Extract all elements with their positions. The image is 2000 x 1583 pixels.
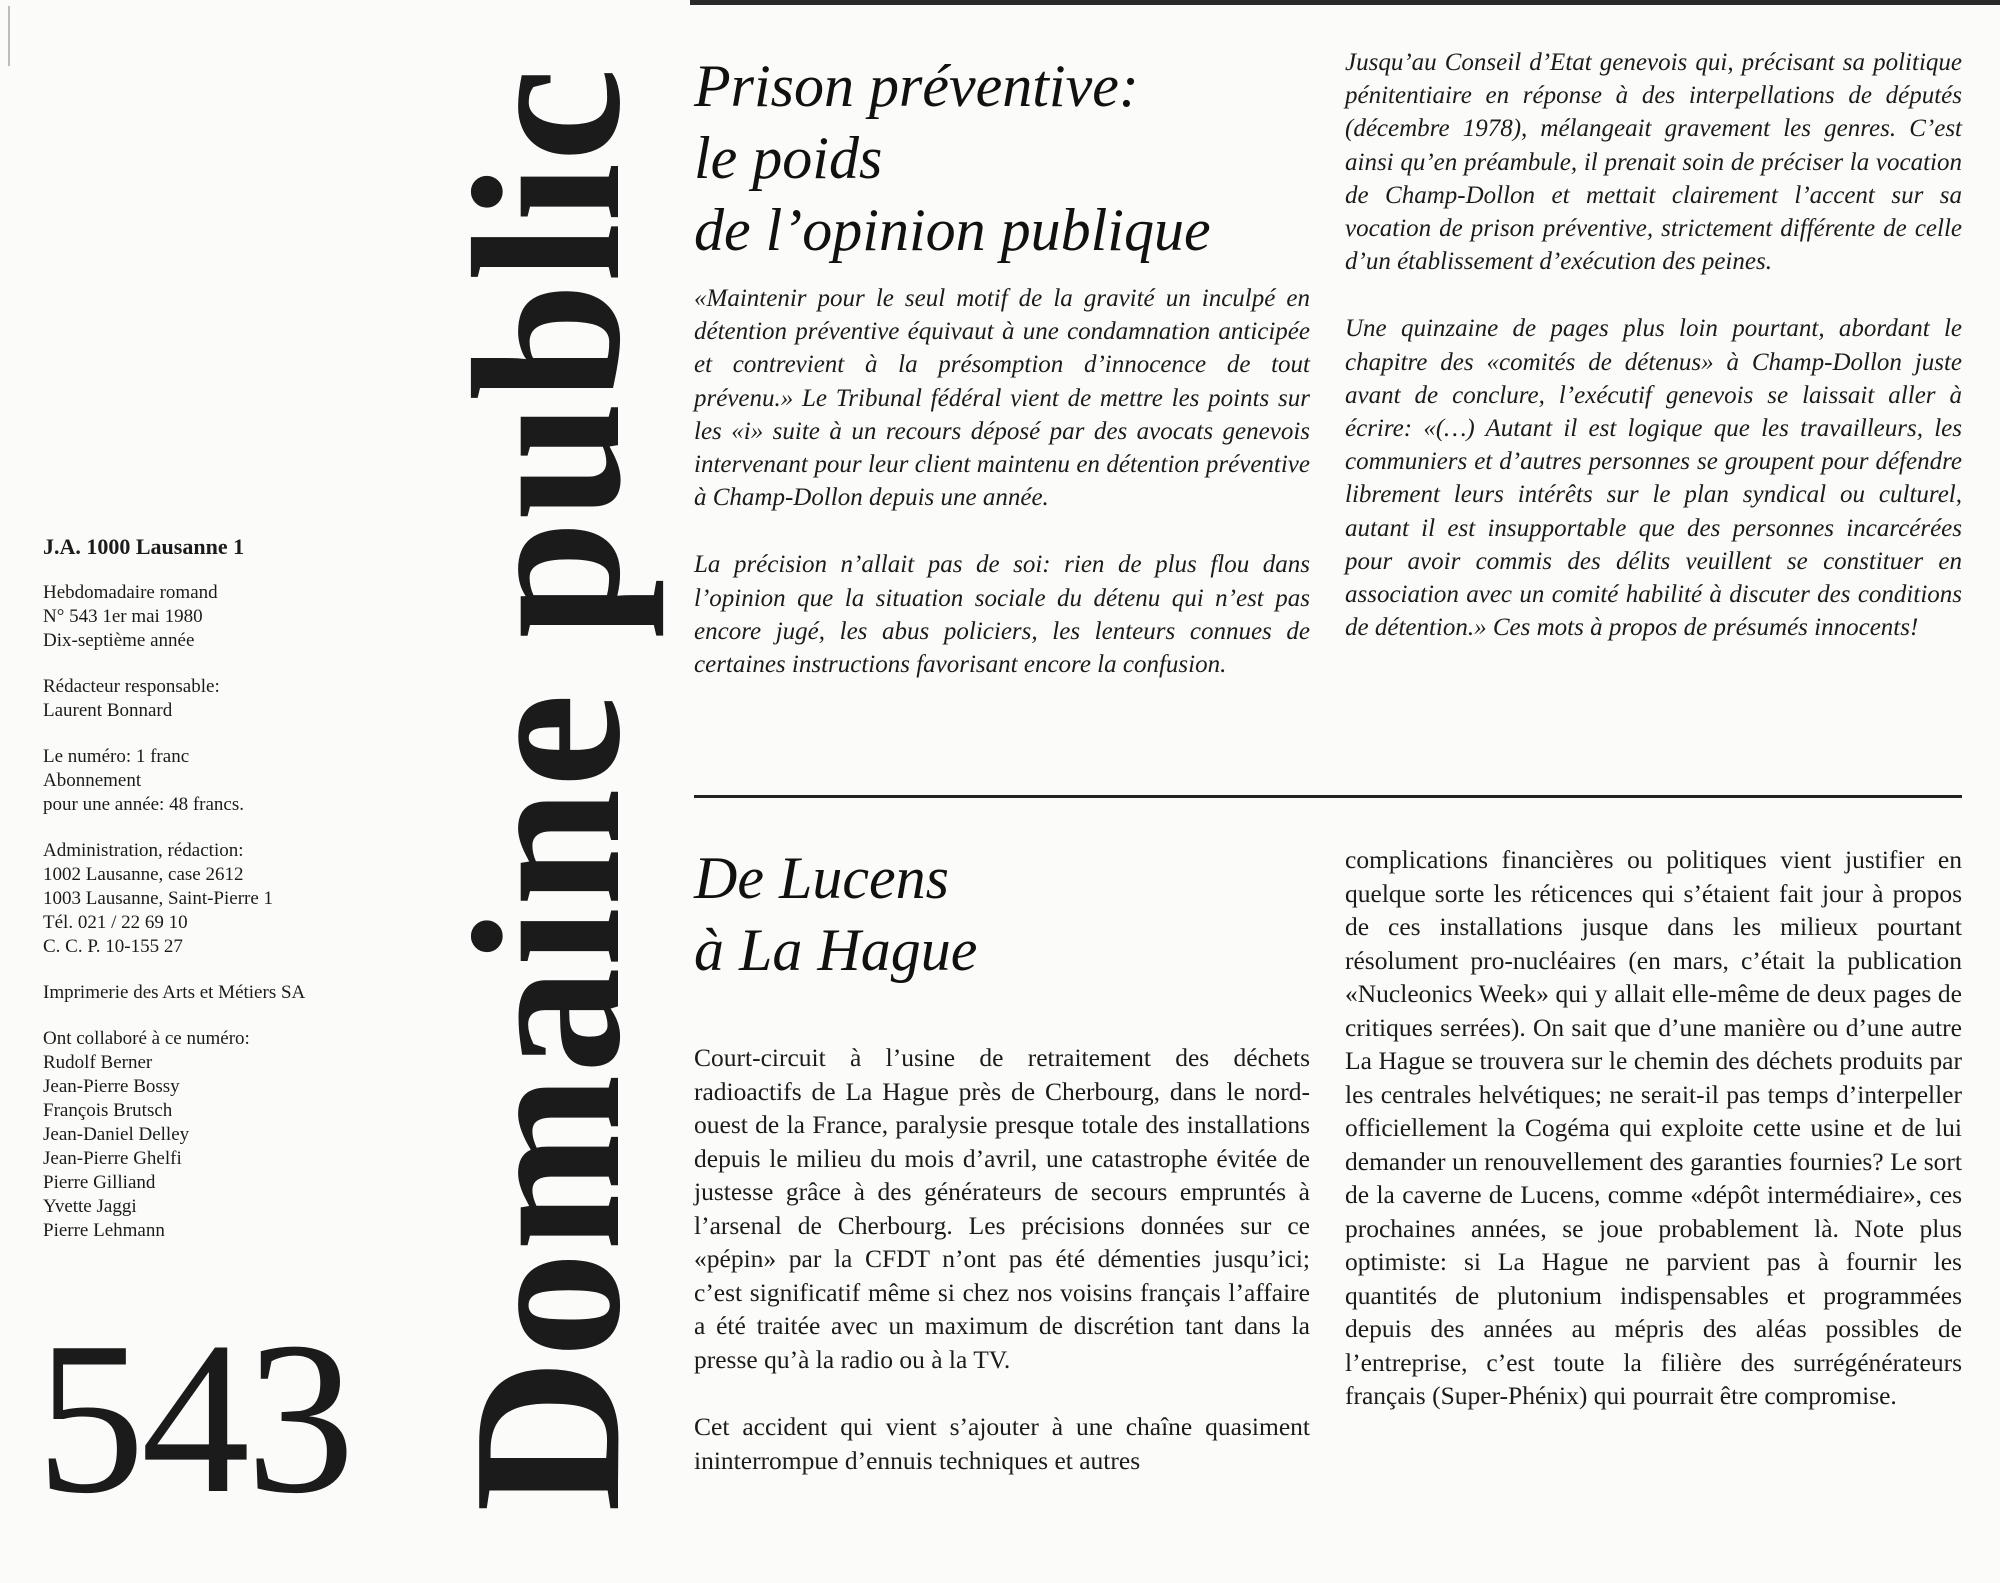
issue-line: N° 543 1er mai 1980 — [43, 606, 203, 627]
masthead-title: Domaine public — [429, 66, 664, 1512]
headline-line: à La Hague — [694, 917, 978, 983]
postal-code-line: J.A. 1000 Lausanne 1 — [43, 534, 245, 559]
contributor: Jean-Pierre Bossy — [43, 1076, 180, 1097]
issue-number: 543 — [36, 1298, 351, 1539]
article-paragraph: Jusqu’au Conseil d’Etat genevois qui, précisant sa politique pénitentiaire en réponse à des interpellations de députés (décembre 1978), mélangeait gravement les genres. C’est ainsi qu’en préambule, il prenait soin de préciser la vocation de Champ-Dollon et mettait clairement l’accent sur sa vocation de prison préventive, strictement différente de celle d’un établissement d’exécution des peines. — [1345, 49, 1962, 276]
price-info — [43, 745, 373, 817]
article1-column-2 — [1345, 46, 1962, 678]
editor-label: Rédacteur responsable: — [43, 676, 220, 697]
printer-line: Imprimerie des Arts et Métiers SA — [43, 982, 306, 1003]
editor-name: Laurent Bonnard — [43, 700, 173, 721]
contributor: Jean-Daniel Delley — [43, 1124, 190, 1145]
subscription-price: pour une année: 48 francs. — [43, 794, 245, 815]
headline-line: le poids — [694, 125, 883, 191]
article-paragraph: «Maintenir pour le seul motif de la gravité un inculpé en détention préventive équivaut à une condamnation anticipée et contrevient à la présomption d’innocence de tout prévenu.» Le Tribunal fédéral vient de mettre les points sur les «i» suite à un recours déposé par des avocats genevois intervenant pour leur client maintenu en détention préventive à Champ-Dollon depuis une année. — [694, 285, 1310, 512]
headline-line: Prison préventive: — [694, 53, 1139, 119]
headline-line: de l’opinion publique — [694, 197, 1211, 263]
article-paragraph: Cet accident qui vient s’ajouter à une chaîne quasiment ininterrompue d’ennuis techniques et autres — [694, 1412, 1310, 1475]
contributor: François Brutsch — [43, 1100, 173, 1121]
admin-address-2: 1003 Lausanne, Saint-Pierre 1 — [43, 888, 274, 909]
margin-mark — [8, 6, 10, 66]
imprint-box — [43, 535, 373, 1265]
article-paragraph: complications financières ou politiques vient justifier en quelque sorte les réticences qui s’étaient fait jour à propos de ces installations jusque dans les milieux pourtant résolument pro-nucléaires (en mars, c’était la publication «Nucleonics Week» qui y allait elle-même de deux pages de critiques serrées). On sait que d’une manière ou d’une autre La Hague se trouvera sur le chemin des déchets produits par les centrales helvétiques; ne serait-il pas temps d’interpeller officiellement la Cogéma qui exploite cette usine et de lui demander un renouvellement des garanties fournies? Le sort de la caverne de Lucens, comme «dépôt intermédiaire», ces prochaines années, se joue probablement là. Note plus optimiste: si La Hague ne parvient pas à fournir les quantités de plutonium indispensables et programmées depuis des années au mépris des aléas possibles de l’entreprise, c’est toute la filière des surrégénérateurs français (Super-Phénix) qui pourrait être compromise. — [1345, 845, 1962, 1410]
contributors-info — [43, 1027, 373, 1243]
article-paragraph: Une quinzaine de pages plus loin pourtant, abordant le chapitre des «comités de détenus» à Champ-Dollon juste avant de conclure, l’exécutif genevois se laissait aller à écrire: «(…) Autant il est logique que les travailleurs, les communiers et d’autres personnes se groupent pour défendre librement leurs intérêts sur le plan syndical ou culturel, autant il est insupportable que des personnes incarcérées pour avoir commis des délits veuillent se constituer en association avec un comité habilité à discuter des conditions de détention.» Ces mots à propos de présumés innocents! — [1345, 315, 1962, 642]
subscription-label: Abonnement — [43, 770, 142, 791]
ccp-line: C. C. P. 10-155 27 — [43, 936, 183, 957]
article-divider — [694, 795, 1962, 798]
contributor: Pierre Gilliand — [43, 1172, 156, 1193]
article1-column-1 — [694, 282, 1310, 715]
article1-headline — [694, 50, 1211, 266]
admin-info — [43, 839, 373, 959]
article2-column-2 — [1345, 843, 1962, 1447]
contributors-label: Ont collaboré à ce numéro: — [43, 1028, 250, 1049]
article-paragraph: Court-circuit à l’usine de retraitement des déchets radioactifs de La Hague près de Cherbourg, dans le nord-ouest de la France, paralysie presque totale des installations depuis le milieu du mois d’avril, une catastrophe évitée de justesse grâce à des générateurs de secours empruntés à l’arsenal de Cherbourg. Les précisions données sur ce «pépin» par la CFDT n’ont pas été démenties jusqu’ici; c’est significatif même si chez nos voisins français l’affaire a été traitée avec un maximum de discrétion tant dans la presse qu’à la radio ou à la TV. — [694, 1043, 1310, 1374]
top-rule — [690, 0, 2000, 5]
weekly-label: Hebdomadaire romand — [43, 582, 218, 603]
article2-headline — [694, 842, 977, 986]
contributor: Jean-Pierre Ghelfi — [43, 1148, 182, 1169]
price-line: Le numéro: 1 franc — [43, 746, 190, 767]
contributor: Pierre Lehmann — [43, 1220, 165, 1241]
article2-column-1 — [694, 1041, 1310, 1511]
editor-info — [43, 675, 373, 723]
year-line: Dix-septième année — [43, 630, 195, 651]
admin-address-1: 1002 Lausanne, case 2612 — [43, 864, 244, 885]
phone-line: Tél. 021 / 22 69 10 — [43, 912, 188, 933]
contributor: Yvette Jaggi — [43, 1196, 137, 1217]
article-paragraph: La précision n’allait pas de soi: rien de plus flou dans l’opinion que la situation sociale du détenu qui n’est pas encore jugé, les abus policiers, les lenteurs connues de certaines instructions favorisant encore la confusion. — [694, 551, 1310, 679]
headline-line: De Lucens — [694, 845, 949, 911]
admin-label: Administration, rédaction: — [43, 840, 244, 861]
printer-info — [43, 981, 373, 1005]
publication-info — [43, 581, 373, 653]
contributor: Rudolf Berner — [43, 1052, 153, 1073]
